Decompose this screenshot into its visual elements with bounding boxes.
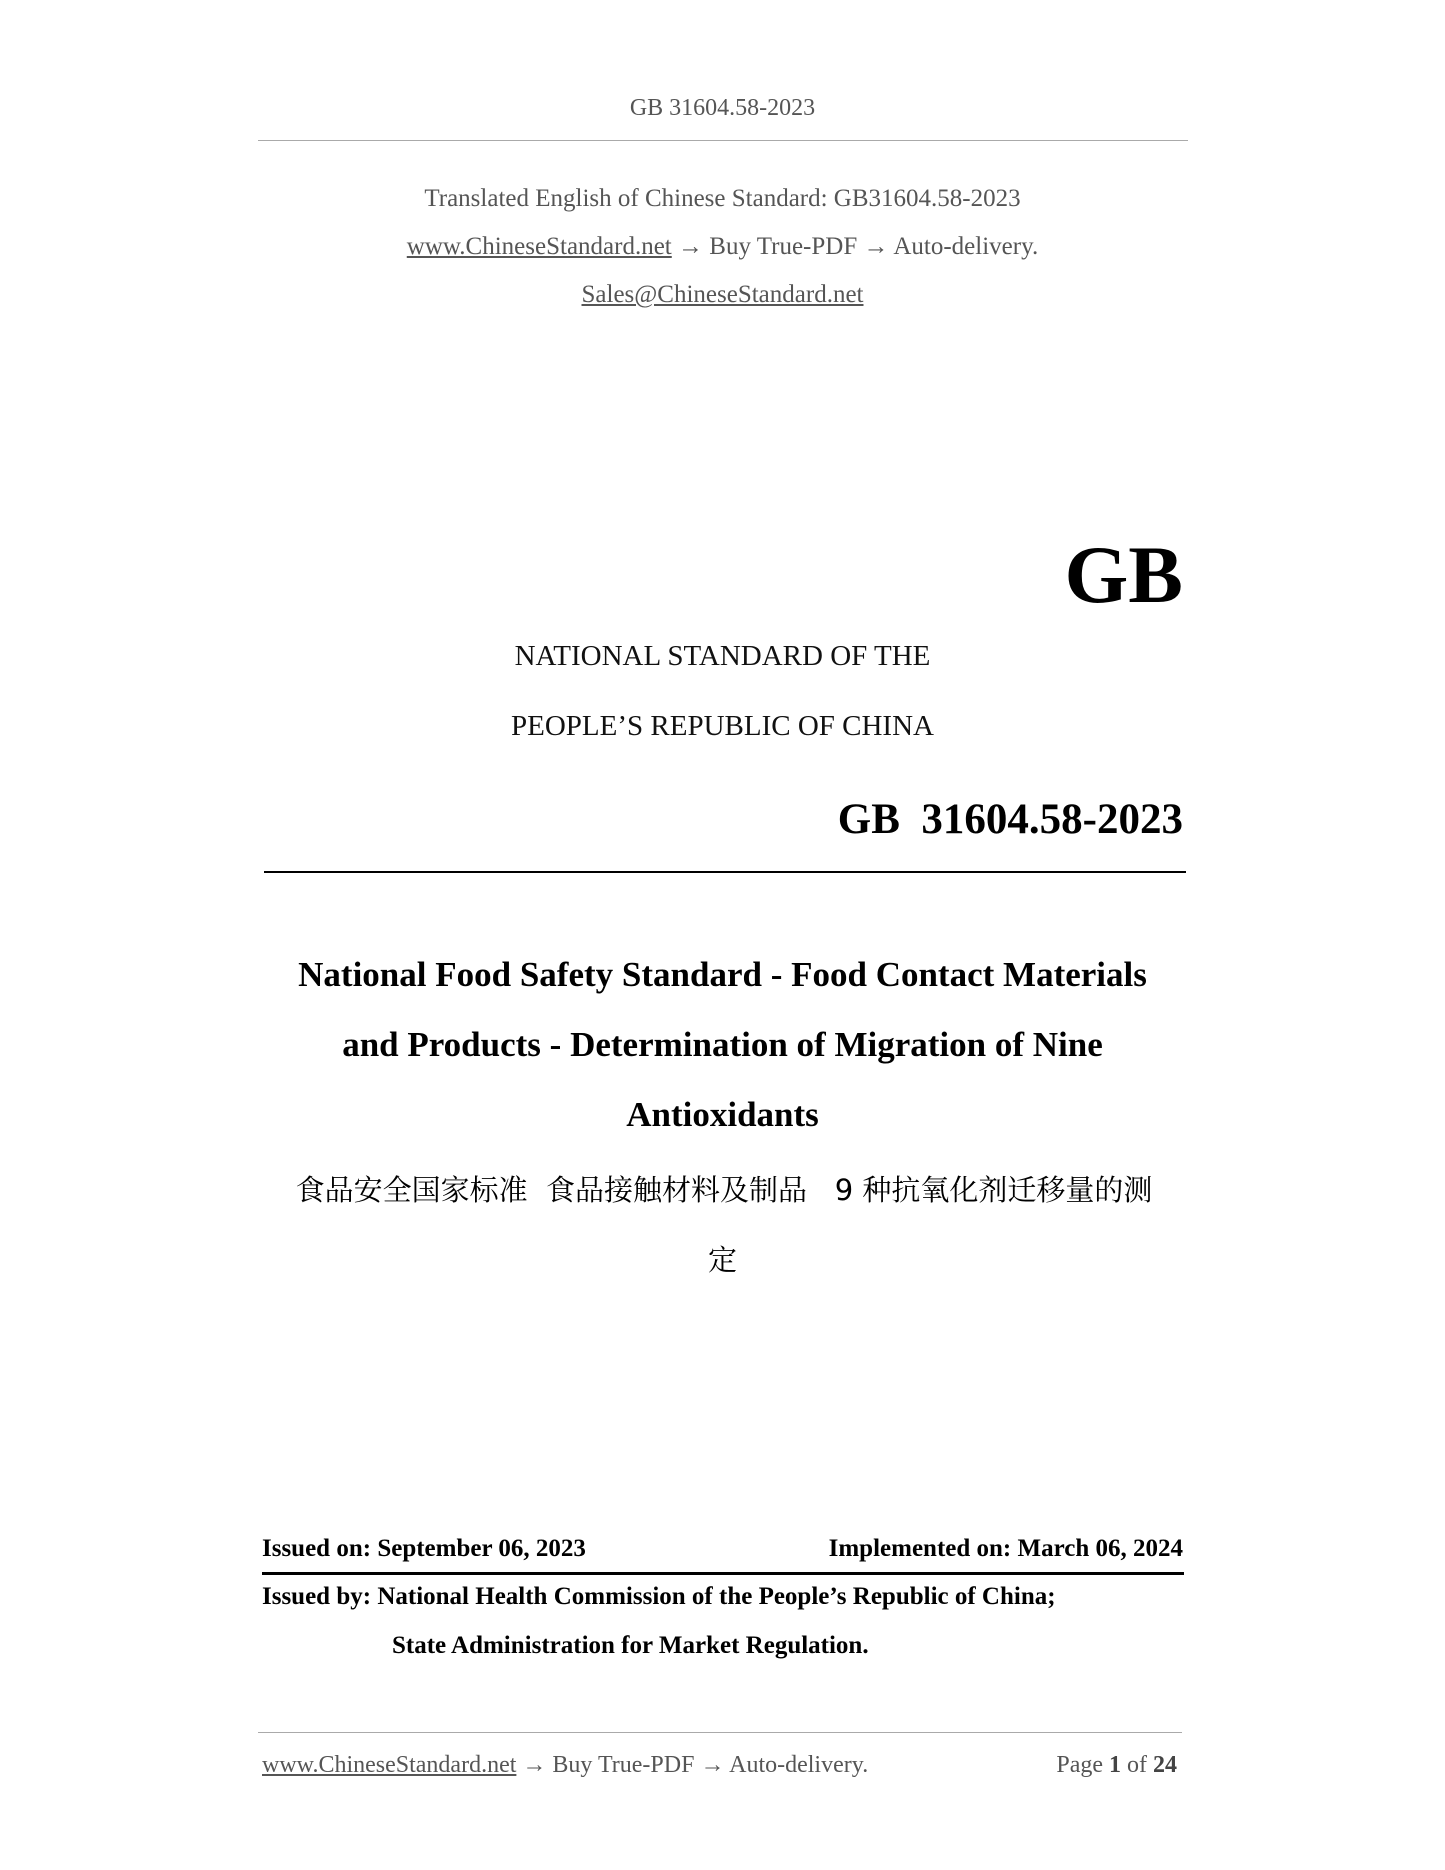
header-divider xyxy=(258,140,1188,141)
sales-email-link[interactable]: Sales@ChineseStandard.net xyxy=(581,281,864,308)
page-total: 24 xyxy=(1153,1752,1177,1778)
issued-by-line-2: State Administration for Market Regulation. xyxy=(392,1632,869,1659)
issue-divider xyxy=(262,1572,1184,1575)
site-link[interactable]: www.ChineseStandard.net xyxy=(406,233,672,260)
chinese-title-line-1: 食品安全国家标准 食品接触材料及制品 9 种抗氧化剂迁移量的测 xyxy=(295,1173,1153,1207)
standard-code-divider xyxy=(264,871,1186,873)
standard-code: GB 31604.58-2023 xyxy=(837,796,1183,843)
footer-buy-line xyxy=(262,1752,868,1779)
issued-by-line-1: Issued by: National Health Commission of the People’s Republic of China; xyxy=(262,1583,1056,1610)
issued-on-date: Issued on: September 06, 2023 xyxy=(262,1535,586,1562)
national-standard-line-2: PEOPLE’S REPUBLIC OF CHINA xyxy=(511,710,934,742)
translated-notice: Translated English of Chinese Standard: GB31604.58-2023 xyxy=(424,185,1021,212)
page-indicator xyxy=(1056,1752,1177,1779)
english-title-line-1: National Food Safety Standard - Food Contact Materials xyxy=(298,955,1147,994)
running-header-code: GB 31604.58-2023 xyxy=(629,95,816,121)
english-title-line-3: Antioxidants xyxy=(626,1095,819,1134)
footer-site-link[interactable]: www.ChineseStandard.net xyxy=(262,1752,517,1778)
page-label: Page xyxy=(1056,1752,1103,1778)
national-standard-line-1: NATIONAL STANDARD OF THE xyxy=(514,640,931,672)
chinese-title-line-2: 定 xyxy=(707,1243,737,1277)
sales-line xyxy=(0,281,1445,309)
implemented-on-date: Implemented on: March 06, 2024 xyxy=(828,1535,1183,1562)
buy-line xyxy=(0,233,1445,261)
page-number: 1 xyxy=(1109,1752,1121,1778)
footer-buy-suffix: → Buy True-PDF → Auto-delivery. xyxy=(516,1752,869,1778)
gb-mark: GB xyxy=(1064,529,1183,620)
of-label: of xyxy=(1127,1752,1147,1778)
english-title-line-2: and Products - Determination of Migration of Nine xyxy=(342,1025,1103,1064)
footer-divider xyxy=(258,1732,1182,1733)
buy-suffix: → Buy True-PDF → Auto-delivery. xyxy=(671,233,1039,260)
